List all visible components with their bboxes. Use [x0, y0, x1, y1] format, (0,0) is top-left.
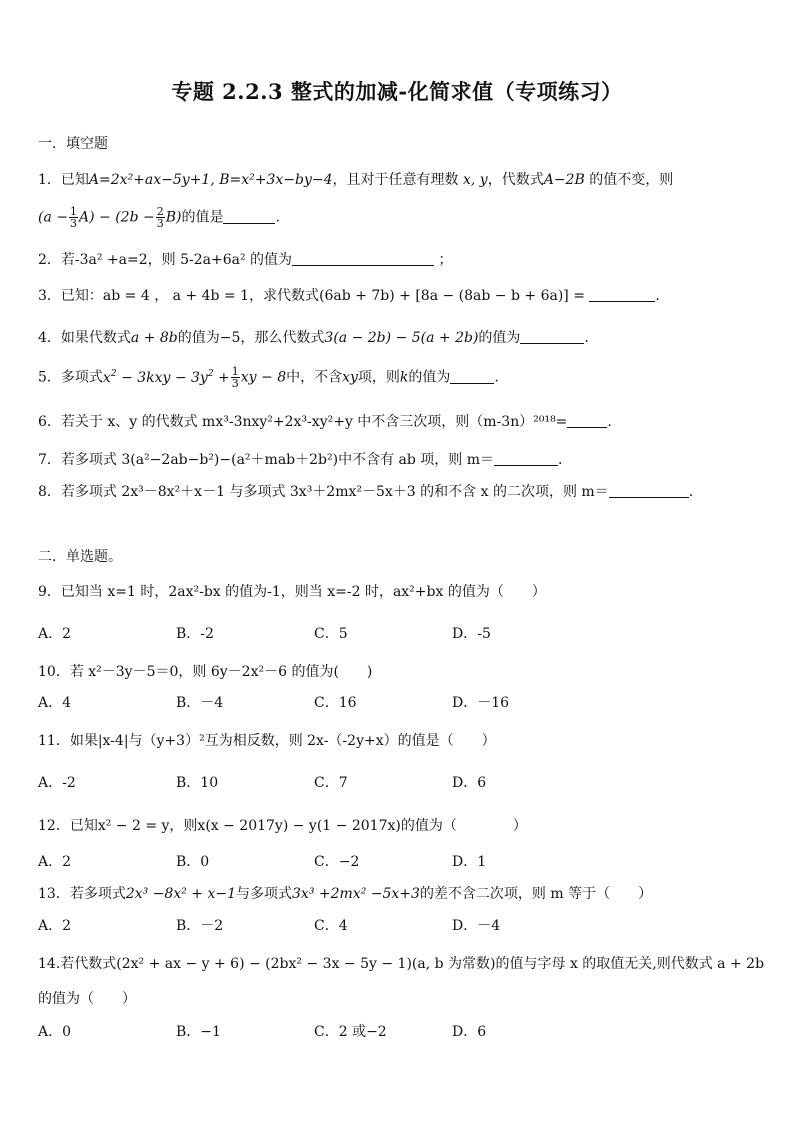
question-11: 11．如果|x-4|与（y+3）²互为相反数，则 2x-（-2y+x）的值是（ ）: [38, 733, 496, 749]
option-a[interactable]: A．4: [38, 695, 72, 711]
question-5: 5．多项式$x^2 - 3kxy - 3y^2$ + $\frac{1}{3}$ xy − 8中，不含xy项，则k的值为 .: [38, 365, 499, 390]
option-d[interactable]: D．-5: [452, 626, 491, 642]
answer-blank[interactable]: [223, 209, 275, 224]
question-4: 4．如果代数式a + 8b的值为−5，那么代数式3(a − 2b) − 5(a + 2b)的值为 .: [38, 330, 589, 346]
option-a[interactable]: A．2: [38, 626, 72, 642]
option-c[interactable]: C．4: [314, 918, 348, 934]
options-13: [38, 916, 738, 936]
answer-blank[interactable]: [567, 413, 607, 428]
option-c[interactable]: C．7: [314, 775, 348, 791]
question-7: 7．若多项式 3(a²−2ab−b²)−(a²＋mab＋2b²)中不含有 ab 项，则 m＝ .: [38, 452, 563, 468]
option-b[interactable]: B．－4: [176, 695, 224, 711]
answer-blank[interactable]: [609, 483, 689, 498]
options-10: [38, 693, 738, 713]
options-9: [38, 624, 738, 644]
option-b[interactable]: B．−1: [176, 1024, 221, 1040]
option-a[interactable]: A．-2: [38, 775, 76, 791]
page-title: 专题 2.2.3 整式的加减-化简求值（专项练习）: [171, 79, 623, 104]
question-1: 1．已知A=2x²+ax−5y+1, B=x²+3x−by−4，且对于任意有理数 x, y，代数式A−2B 的值不变，则: [38, 172, 674, 188]
question-3: 3．已知：ab = 4 ， a + 4b = 1，求代数式(6ab + 7b) + [8a − (8ab − b + 6a)] = .: [38, 288, 660, 304]
question-10: 10．若 x²－3y－5＝0，则 6y－2x²－6 的值为( ): [38, 664, 373, 680]
option-c[interactable]: C．5: [314, 626, 348, 642]
option-d[interactable]: D．1: [452, 854, 487, 870]
option-c[interactable]: C．−2: [314, 854, 360, 870]
question-12: 12．已知x² − 2 = y，则x(x − 2017y) − y(1 − 2017x)的值为（ ）: [38, 818, 527, 834]
option-a[interactable]: A．0: [38, 1024, 72, 1040]
option-b[interactable]: B．0: [176, 854, 210, 870]
question-1-expression: (a − $\frac{1}{3}$ A) − (2b − $\frac{2}{3}$ B)的值是 .: [38, 205, 280, 230]
question-14-line2: 的值为（ ）: [38, 991, 136, 1007]
option-b[interactable]: B．-2: [176, 626, 214, 642]
answer-blank[interactable]: [589, 287, 655, 302]
options-11: [38, 773, 738, 793]
question-13: 13．若多项式2x³ −8x² + x−1与多项式3x³ +2mx² −5x+3的差不含二次项，则 m 等于（ ）: [38, 886, 653, 902]
option-a[interactable]: A．2: [38, 854, 72, 870]
options-12: [38, 852, 738, 872]
option-b[interactable]: B．10: [176, 775, 219, 791]
option-d[interactable]: D．6: [452, 775, 487, 791]
option-b[interactable]: B．－2: [176, 918, 224, 934]
section-fill-blank: 一．填空题: [38, 136, 108, 152]
answer-blank[interactable]: [494, 451, 558, 466]
options-14: [38, 1022, 738, 1042]
option-d[interactable]: D．－4: [452, 918, 501, 934]
option-c[interactable]: C．16: [314, 695, 357, 711]
question-9: 9．已知当 x=1 时，2ax²-bx 的值为-1，则当 x=-2 时，ax²+bx 的值为（ ）: [38, 584, 546, 600]
question-8: 8．若多项式 2x³－8x²＋x－1 与多项式 3x³＋2mx²－5x＋3 的和不含 x 的二次项，则 m＝ .: [38, 484, 694, 500]
option-c[interactable]: C．2 或−2: [314, 1024, 387, 1040]
question-14: 14.若代数式(2x² + ax − y + 6) − (2bx² − 3x − 5y − 1)(a, b 为常数)的值与字母 x 的取值无关,则代数式 a + 2b: [38, 956, 765, 972]
question-6: 6．若关于 x、y 的代数式 mx³-3nxy²+2x³-xy²+y 中不含三次项，则（m-3n）²⁰¹⁸= .: [38, 414, 612, 430]
option-d[interactable]: D．－16: [452, 695, 510, 711]
answer-blank[interactable]: [450, 369, 494, 384]
section-single-choice: 二．单选题。: [38, 549, 122, 565]
option-d[interactable]: D．6: [452, 1024, 487, 1040]
option-a[interactable]: A．2: [38, 918, 72, 934]
answer-blank[interactable]: [520, 329, 584, 344]
question-2: 2．若-3a² +a=2，则 5-2a+6a² 的值为 ；: [38, 252, 453, 268]
answer-blank[interactable]: [292, 251, 434, 266]
